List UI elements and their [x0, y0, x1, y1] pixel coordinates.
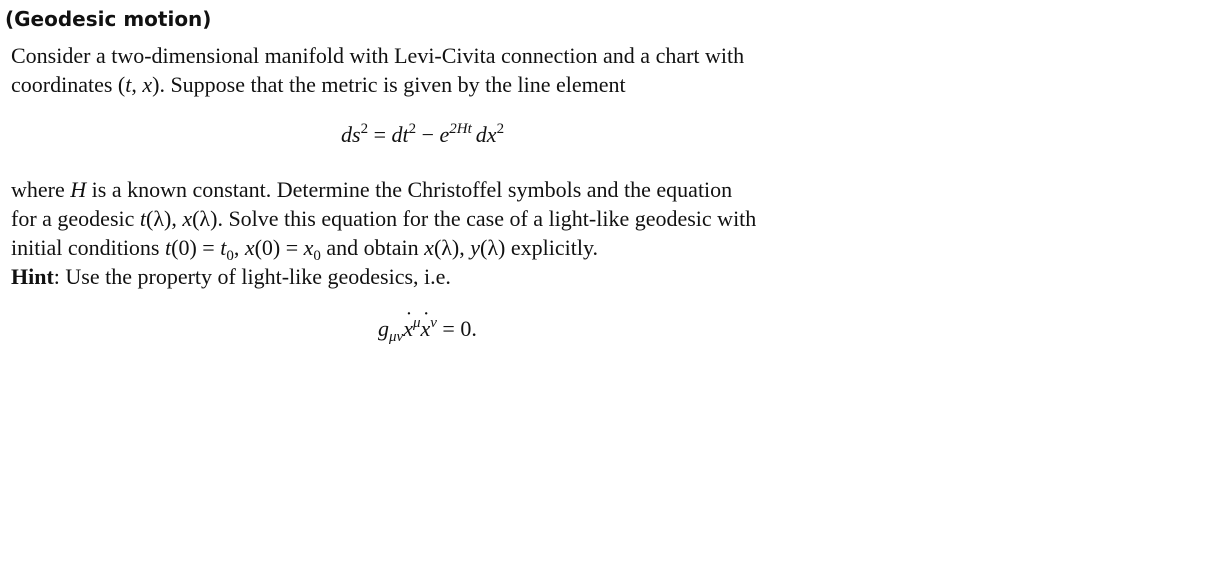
- math-subscript: 0: [226, 247, 234, 264]
- math-exponent: 2: [496, 121, 505, 137]
- math-subscript: 0: [313, 247, 321, 264]
- line-element-equation: [341, 120, 504, 150]
- math-var-x: x: [142, 72, 153, 97]
- hint-text: : Use the property of light-like geodesics, i.e.: [53, 264, 451, 289]
- intro-line-2: [11, 72, 626, 97]
- math-g: g: [378, 316, 389, 341]
- math-xdot: ˙ x: [420, 314, 430, 344]
- math-ds: ds: [341, 122, 361, 147]
- text-run: . Solve this equation for the case of a light-like geodesic with: [217, 206, 757, 231]
- hint-label: Hint: [11, 264, 54, 289]
- text-run: coordinates (: [11, 72, 126, 97]
- text-run: initial conditions: [11, 235, 165, 260]
- text-run: for a geodesic: [11, 206, 140, 231]
- null-geodesic-equation: [378, 314, 477, 344]
- hint-line: [11, 262, 451, 291]
- math-dt: dt: [391, 122, 409, 147]
- math-paren: (λ): [192, 206, 218, 231]
- math-paren: (λ),: [146, 206, 183, 231]
- math-minus: −: [416, 122, 440, 147]
- math-subscript: μν: [389, 328, 404, 345]
- math-var-x: x: [244, 235, 255, 260]
- math-exponent: 2: [408, 121, 417, 137]
- math-var-t: t: [139, 206, 147, 231]
- math-paren: (0) =: [254, 235, 304, 260]
- math-e: e: [439, 122, 450, 147]
- math-xdot: ˙ x: [403, 314, 413, 344]
- math-equals: =: [368, 122, 392, 147]
- math-var-H: H: [70, 177, 87, 202]
- task-paragraph: [11, 175, 756, 262]
- text-run: where: [11, 177, 71, 202]
- text-run: ,: [233, 235, 245, 260]
- math-rest: = 0.: [436, 316, 477, 341]
- text-run: ,: [131, 72, 143, 97]
- intro-line-1: Consider a two-dimensional manifold with Levi-Civita connection and a chart with: [11, 43, 745, 68]
- math-var-x: x: [182, 206, 193, 231]
- math-var-t: t: [165, 235, 172, 260]
- text-run: ). Suppose that the metric is given by the line element: [152, 72, 626, 97]
- math-var-y: y: [470, 235, 481, 260]
- text-run: and obtain: [320, 235, 425, 260]
- math-superscript: μ: [412, 315, 421, 331]
- problem-title: (Geodesic motion): [5, 7, 212, 31]
- math-var-x: x: [303, 235, 314, 260]
- math-paren: (λ): [480, 235, 506, 260]
- intro-paragraph: [11, 41, 744, 99]
- math-exponent: 2: [360, 121, 369, 137]
- math-exponent: 2Ht: [449, 121, 472, 137]
- math-dx: dx: [475, 122, 497, 147]
- math-var-x: x: [424, 235, 434, 260]
- math-paren: (0) =: [171, 235, 221, 260]
- math-paren: (λ),: [433, 235, 471, 260]
- text-run: explicitly.: [505, 235, 599, 260]
- text-run: is a known constant. Determine the Christoffel symbols and the equation: [86, 177, 733, 202]
- math-var-t: t: [220, 235, 227, 260]
- math-superscript: ν: [430, 315, 437, 331]
- math-var-t: t: [125, 72, 132, 97]
